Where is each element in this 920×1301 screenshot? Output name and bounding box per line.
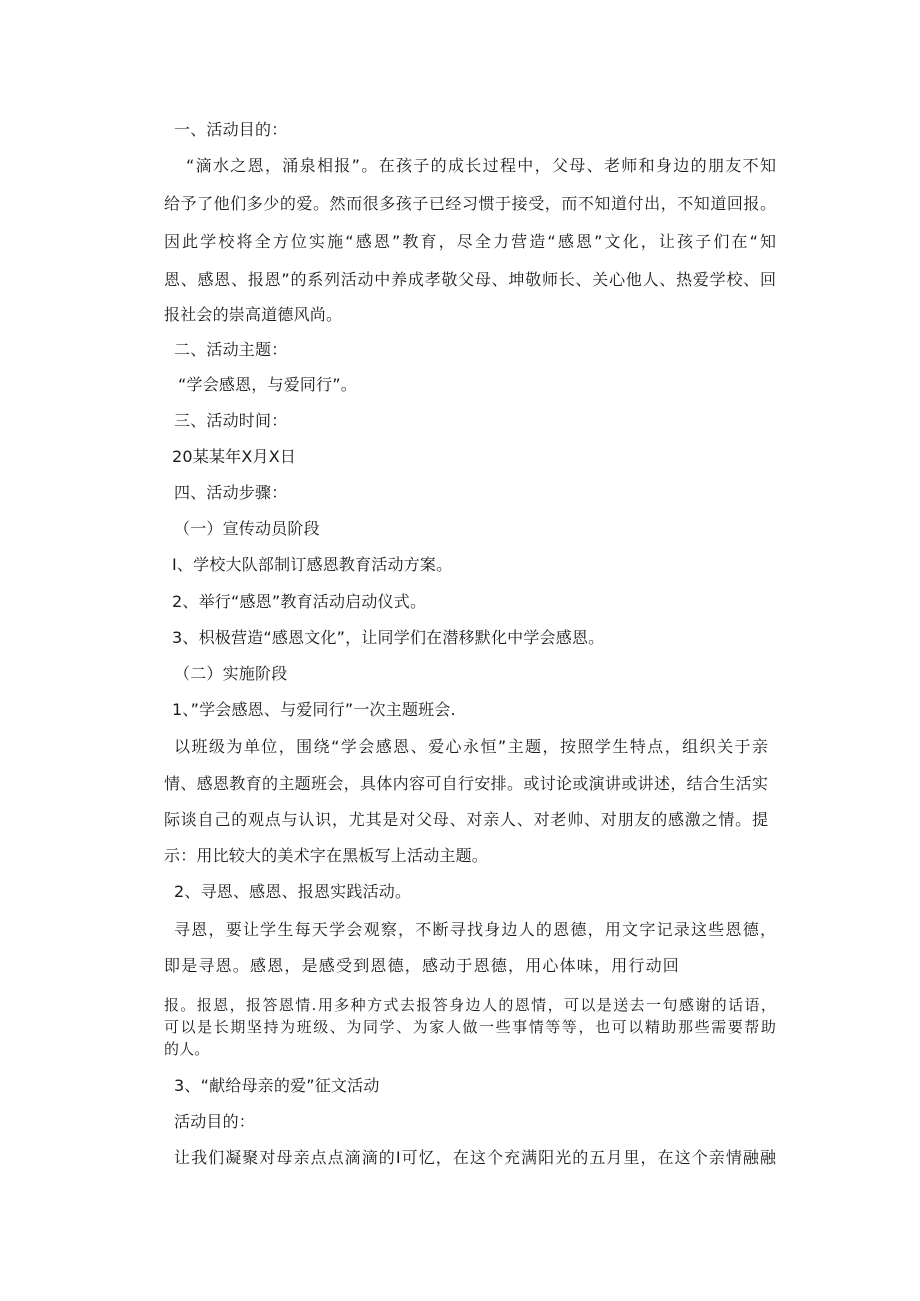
phase-2-item-3-title: 3、“献给母亲的爱”征文活动 [174,1076,380,1095]
phase-2-item-1-line: 情、感恩教育的主题班会，具体内容可自行安排。或讨论或演讲或讲述，结合生活实 [164,774,768,793]
phase-2-heading: （二）实施阶段 [174,664,288,683]
phase-1-item: 3、枳极营造“感恩文化”，让同学们在潜移默化中学会感恩。 [172,628,605,647]
phase-2-item-2-line: 可以是长期坚持为班级、为同学、为家人做一些事情等等，也可以精助那些需要帮助 [164,1018,776,1036]
section-3-date: 20某某年X月X日 [172,447,297,466]
phase-2-item-2-line: 寻恩，要让学生每天学会观察，不断寻找身边人的恩德，用文字记录这些恩德， [174,920,776,939]
phase-2-item-2-line: 报。报恩，报答恩情.用多种方式去报答身边人的恩情，可以是送去一句感谢的话语， [164,996,776,1014]
section-2-text: “学会感恩，与爱同行”。 [178,375,357,394]
phase-2-item-1-line: 际谈自己的观点与认识，尤其是对父母、对亲人、对老帅、对朋友的感激之情。提 [164,810,768,829]
phase-2-item-2-line: 即是寻恩。感恩，是感受到恩德，感动于恩德，用心体味，用行动回 [164,956,681,975]
section-3-heading: 三、活动时间： [174,411,288,430]
section-1-paragraph-line: 报社会的崇高道德风尚。 [164,305,343,324]
phase-1-item: I、学校大队部制订感恩教育活动方案。 [172,555,453,574]
section-1-heading: 一、活动目的： [174,120,288,139]
phase-2-item-1-title: 1、”学会感恩、与爱同行”一次主题班会. [172,700,456,719]
section-4-heading: 四、活动步骤： [174,483,288,502]
phase-2-item-3-line: 让我们凝聚对母亲点点滴滴的I可忆，在这个充满阳光的五月里，在这个亲情融融 [174,1148,776,1167]
phase-2-item-2-line: 的人。 [164,1040,210,1058]
section-2-heading: 二、活动主题： [174,340,288,359]
phase-2-item-2-title: 2、寻恩、感恩、报恩实践活动。 [174,882,412,901]
section-1-paragraph-line: “滴水之恩，涌泉相报”。在孩子的成长过程中，父母、老师和身边的朋友不知 [186,156,776,175]
section-1-paragraph-line: 给予了他们多少的爱。然而很多孩子已经习惯于接受，而不知道付出，不知道回报。 [164,194,776,213]
phase-2-item-1-line: 示：用比较大的美术字在黑板写上活动主题。 [164,846,489,865]
phase-2-item-3-subheading: 活动目的： [174,1112,256,1131]
section-1-paragraph-line: 恩、感恩、报恩”的系列活动中养成孝敬父母、坤敬师长、关心他人、热爱学校、回 [164,270,776,289]
phase-2-item-1-line: 以班级为单位，围绕“学会感恩、爱心永恒”主题，按照学生特点，组织关于亲 [174,737,768,756]
phase-1-item: 2、举行“感恩”教育活动启动仪式。 [172,592,427,611]
phase-1-heading: （一）宣传动员阶段 [174,519,320,538]
section-1-paragraph-line: 因此学校将全方位实施“感恩”教育，尽全力营造“感恩”文化，让孩子们在“知 [164,232,776,251]
